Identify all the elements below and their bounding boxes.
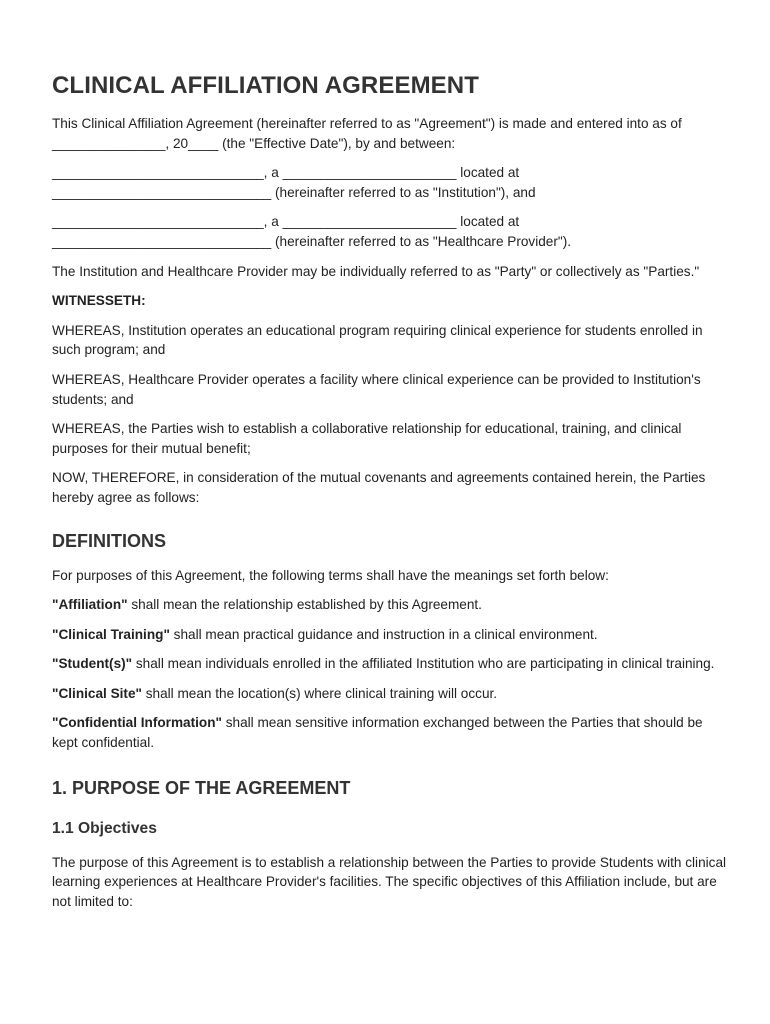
whereas-paragraph-1: WHEREAS, Institution operates an educational program requiring clinical experience for students enrolled in such program; and <box>52 322 703 358</box>
intro-paragraph: This Clinical Affiliation Agreement (hereinafter referred to as "Agreement") is made and entered into as of _______________, 20____ (the "Effective Date"), by and between: <box>52 116 682 151</box>
definitions-intro: For purposes of this Agreement, the following terms shall have the meanings set forth below: <box>52 567 609 583</box>
party-institution-paragraph: ____________________________, a _______________________ located at _____________________________ (hereinafter referred to as "Institution"), and <box>52 165 536 200</box>
definition-text: shall mean practical guidance and instruction in a clinical environment. <box>169 626 598 642</box>
whereas-paragraph-3: WHEREAS, the Parties wish to establish a collaborative relationship for educational, training, and clinical purposes for their mutual benefit; <box>52 421 682 456</box>
definition-clinical-site <box>52 684 730 704</box>
definition-term: "Affiliation" <box>52 597 128 613</box>
whereas-paragraph-2: WHEREAS, Healthcare Provider operates a facility where clinical experience can be provided to Institution's students; and <box>52 371 701 407</box>
section-1-heading: 1. PURPOSE OF THE AGREEMENT <box>52 777 351 798</box>
definition-confidential-information <box>52 713 730 752</box>
definition-text: shall mean the relationship established by this Agreement. <box>127 597 482 613</box>
definition-term: "Clinical Training" <box>52 626 170 642</box>
document-title: CLINICAL AFFILIATION AGREEMENT <box>52 72 479 99</box>
witnesseth-label: WITNESSETH: <box>52 293 146 309</box>
definition-text: shall mean the location(s) where clinical training will occur. <box>141 685 498 701</box>
section-1-1-heading: 1.1 Objectives <box>52 819 157 837</box>
party-provider-paragraph: ____________________________, a _______________________ located at _____________________________ (hereinafter referred to as "Healthcare Provider"). <box>52 214 572 249</box>
section-1-1-paragraph: The purpose of this Agreement is to establish a relationship between the Parties to provide Students with clinical learning experiences at Healthcare Provider's facilities. The specific objectives of this Affiliation include, but are not limited to: <box>52 854 727 909</box>
definitions-heading: DEFINITIONS <box>52 530 167 551</box>
definition-term: "Confidential Information" <box>52 715 222 731</box>
definition-clinical-training <box>52 625 730 645</box>
definition-students <box>52 654 730 674</box>
definition-affiliation <box>52 595 730 615</box>
now-therefore-paragraph: NOW, THEREFORE, in consideration of the mutual covenants and agreements contained herein, the Parties hereby agree as follows: <box>52 470 706 505</box>
parties-note-paragraph: The Institution and Healthcare Provider may be individually referred to as "Party" or collectively as "Parties." <box>52 263 700 279</box>
definition-text: shall mean sensitive information exchanged between the Parties that should be kept confidential. <box>52 715 703 751</box>
definition-term: "Student(s)" <box>52 656 133 672</box>
definition-term: "Clinical Site" <box>52 685 142 701</box>
definition-text: shall mean individuals enrolled in the affiliated Institution who are participating in clinical training. <box>132 656 715 672</box>
